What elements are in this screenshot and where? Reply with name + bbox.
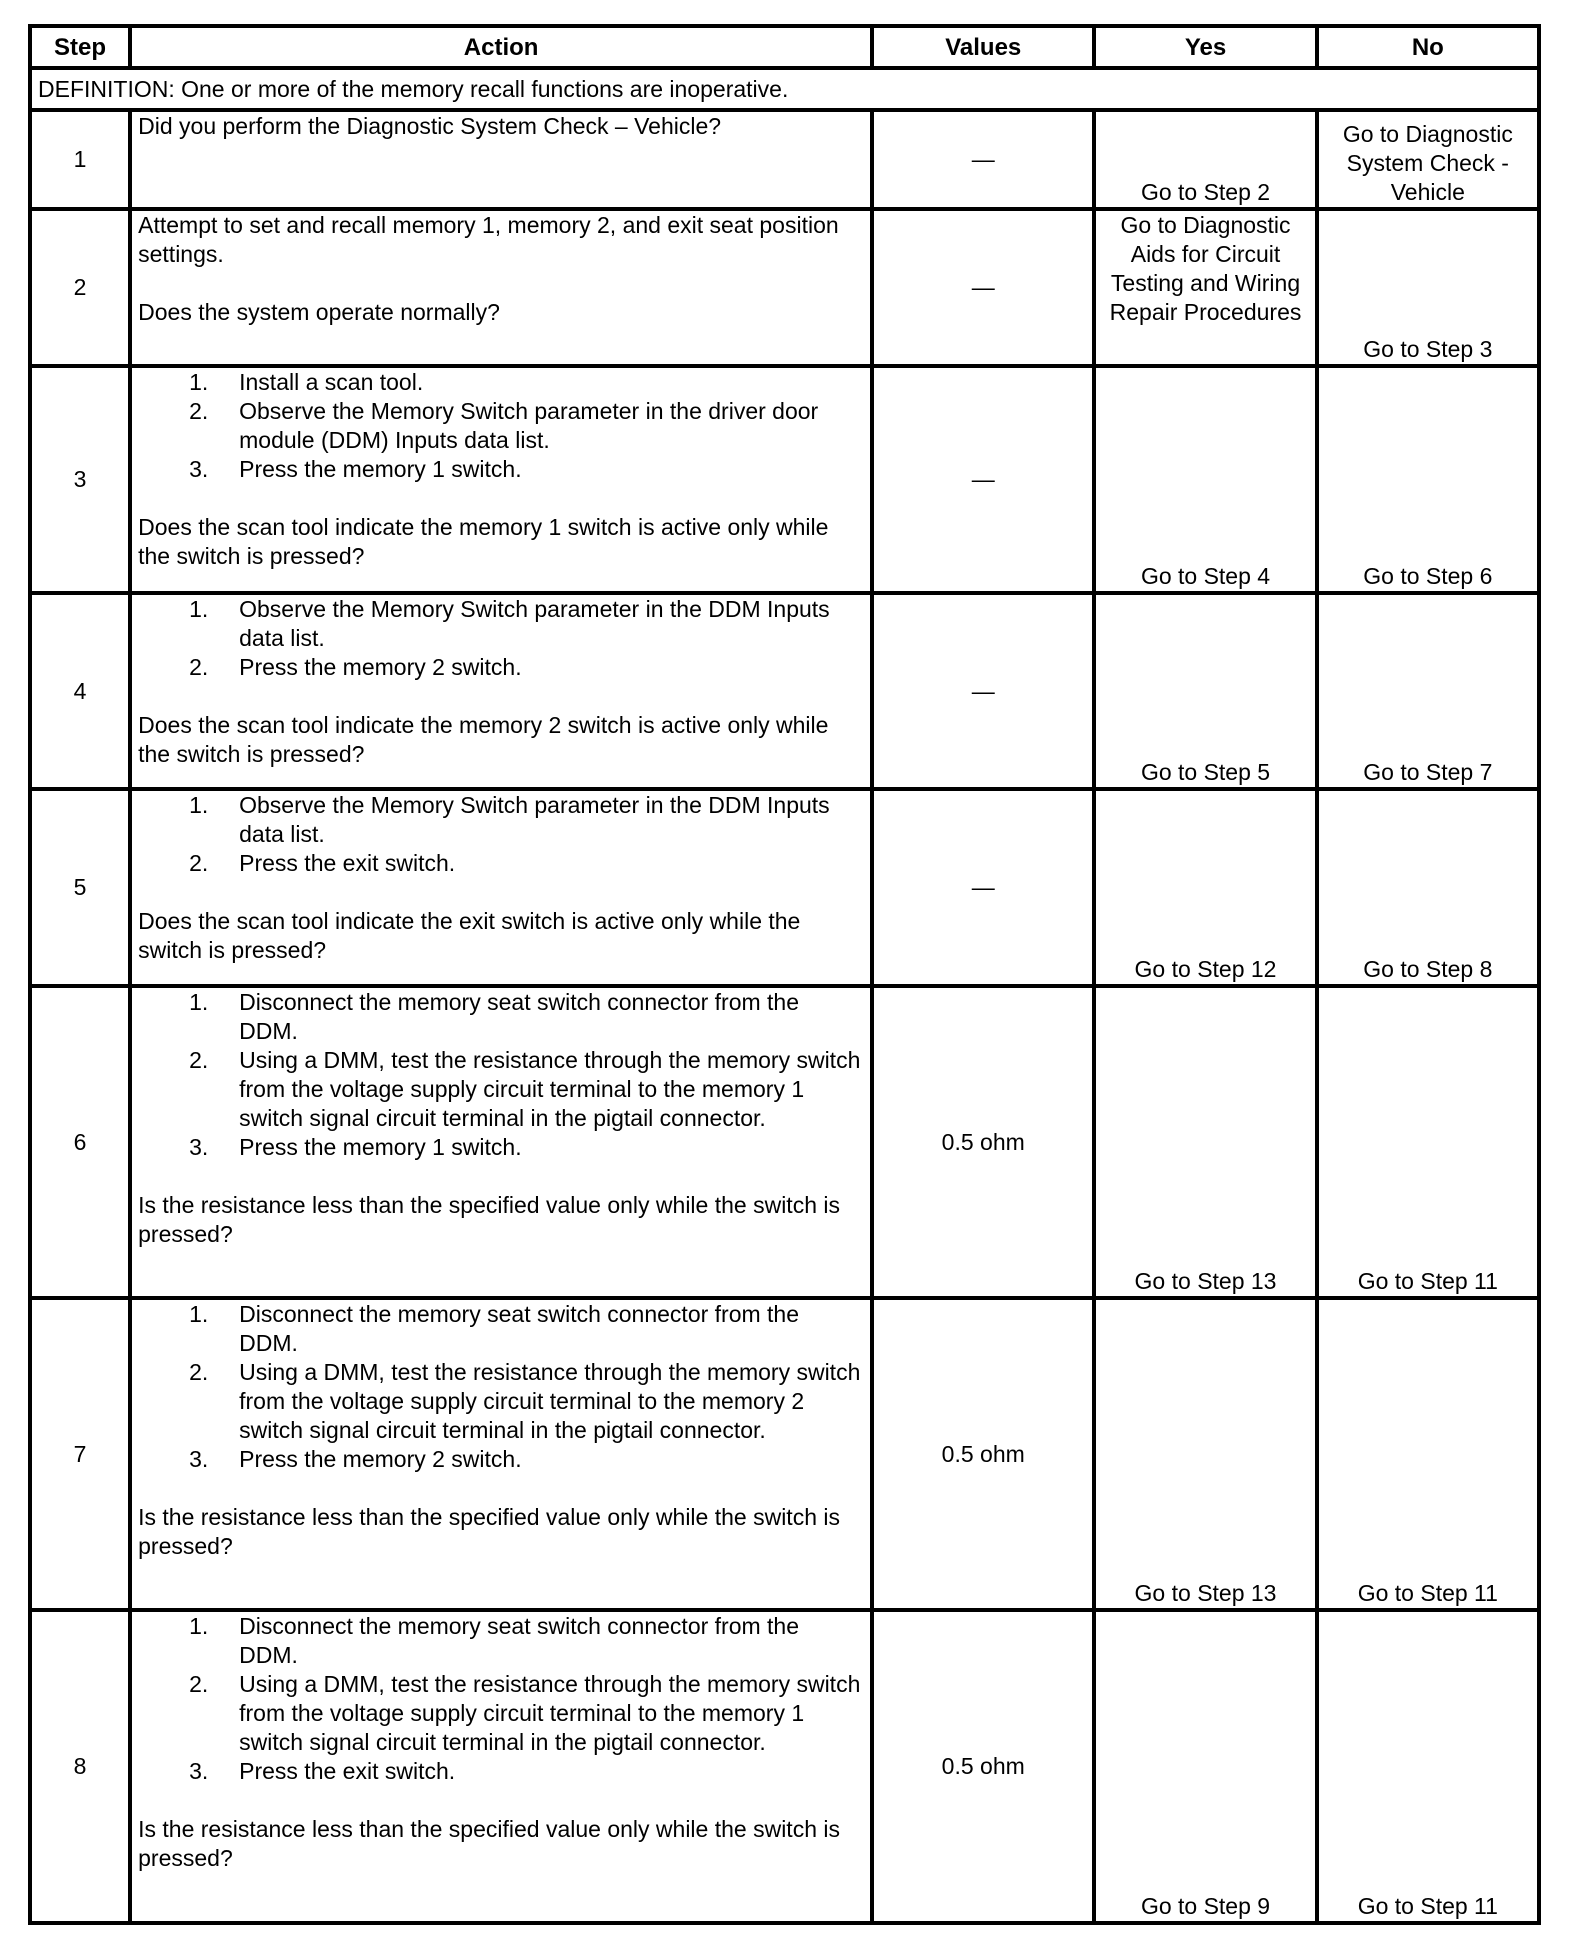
- action-cell: [130, 593, 872, 789]
- definition-row: [30, 68, 1539, 110]
- action-cell: [130, 209, 872, 366]
- action-cell: [130, 1610, 872, 1923]
- action-step-text: Using a DMM, test the resistance through the memory switch from the voltage supply circuit terminal to the memory 1 switch signal circuit terminal in the pigtail connector.: [239, 1671, 861, 1755]
- action-cell: [130, 366, 872, 593]
- action-step-text: Observe the Memory Switch parameter in the DDM Inputs data list.: [239, 596, 830, 651]
- action-step-list: [138, 1612, 864, 1786]
- action-step-text: Press the memory 1 switch.: [239, 456, 522, 482]
- spacer: [138, 269, 864, 298]
- no-cell: Go to Step 11: [1317, 1298, 1539, 1610]
- action-step: [138, 1670, 864, 1757]
- yes-cell: Go to Diagnostic Aids for Circuit Testing and Wiring Repair Procedures: [1094, 209, 1316, 366]
- header-row: [30, 26, 1539, 68]
- action-step: [138, 849, 864, 878]
- diagnostic-table: [28, 24, 1541, 1925]
- action-step-number: 3.: [189, 1446, 209, 1472]
- action-step-number: 2.: [189, 398, 209, 424]
- action-step-number: 2.: [189, 654, 209, 680]
- header-no: No: [1317, 26, 1539, 68]
- no-cell: Go to Step 7: [1317, 593, 1539, 789]
- action-step: [138, 653, 864, 682]
- no-cell: Go to Step 3: [1317, 209, 1539, 366]
- action-step: [138, 791, 864, 849]
- action-step-number: 3.: [189, 1134, 209, 1160]
- step-number: 7: [30, 1298, 130, 1610]
- yes-cell: Go to Step 2: [1094, 110, 1316, 209]
- action-step-number: 1.: [189, 596, 209, 622]
- definition-text: DEFINITION: One or more of the memory recall functions are inoperative.: [30, 68, 1539, 110]
- step-number: 8: [30, 1610, 130, 1923]
- step-number: 4: [30, 593, 130, 789]
- action-step-number: 1.: [189, 1613, 209, 1639]
- action-step-list: [138, 791, 864, 878]
- action-step: [138, 595, 864, 653]
- action-step: [138, 1358, 864, 1445]
- yes-cell: Go to Step 5: [1094, 593, 1316, 789]
- action-step-list: [138, 595, 864, 682]
- action-step-text: Using a DMM, test the resistance through the memory switch from the voltage supply circuit terminal to the memory 1 switch signal circuit terminal in the pigtail connector.: [239, 1047, 861, 1131]
- spacer: [138, 484, 864, 513]
- action-intro: Attempt to set and recall memory 1, memory 2, and exit seat position settings.: [138, 212, 839, 267]
- table-row: [30, 1610, 1539, 1923]
- no-cell: Go to Step 8: [1317, 789, 1539, 986]
- table-row: [30, 789, 1539, 986]
- action-step-number: 3.: [189, 456, 209, 482]
- step-number: 6: [30, 986, 130, 1298]
- table-row: [30, 110, 1539, 209]
- action-step-list: [138, 368, 864, 484]
- no-cell: Go to Step 11: [1317, 1610, 1539, 1923]
- spacer: [138, 1162, 864, 1191]
- action-step-text: Observe the Memory Switch parameter in the driver door module (DDM) Inputs data list.: [239, 398, 819, 453]
- action-step-text: Install a scan tool.: [239, 369, 424, 395]
- action-question: Does the scan tool indicate the exit switch is active only while the switch is pressed?: [138, 908, 801, 963]
- action-question: Does the system operate normally?: [138, 299, 500, 325]
- action-cell: [130, 110, 872, 209]
- action-step: [138, 1300, 864, 1358]
- header-action: Action: [130, 26, 872, 68]
- yes-cell: Go to Step 4: [1094, 366, 1316, 593]
- yes-cell: Go to Step 13: [1094, 1298, 1316, 1610]
- action-step-number: 2.: [189, 1359, 209, 1385]
- action-question: Does the scan tool indicate the memory 1 switch is active only while the switch is pressed?: [138, 514, 829, 569]
- spacer: [138, 682, 864, 711]
- action-question: Does the scan tool indicate the memory 2 switch is active only while the switch is pressed?: [138, 712, 829, 767]
- spacer: [138, 1474, 864, 1503]
- action-cell: [130, 1298, 872, 1610]
- step-number: 3: [30, 366, 130, 593]
- value-cell: —: [872, 593, 1094, 789]
- no-cell: Go to Diagnostic System Check - Vehicle: [1317, 110, 1539, 209]
- action-step-text: Press the exit switch.: [239, 850, 456, 876]
- action-step-text: Press the memory 2 switch.: [239, 1446, 522, 1472]
- header-step: Step: [30, 26, 130, 68]
- action-step: [138, 1612, 864, 1670]
- spacer: [138, 878, 864, 907]
- step-number: 1: [30, 110, 130, 209]
- action-step-number: 1.: [189, 1301, 209, 1327]
- action-step: [138, 455, 864, 484]
- value-cell: —: [872, 366, 1094, 593]
- yes-cell: Go to Step 9: [1094, 1610, 1316, 1923]
- action-step-list: [138, 988, 864, 1162]
- action-step-number: 1.: [189, 792, 209, 818]
- value-cell: 0.5 ohm: [872, 1610, 1094, 1923]
- action-intro: Did you perform the Diagnostic System Check – Vehicle?: [138, 113, 722, 139]
- action-cell: [130, 986, 872, 1298]
- action-step-text: Press the memory 2 switch.: [239, 654, 522, 680]
- action-question: Is the resistance less than the specified value only while the switch is pressed?: [138, 1192, 840, 1247]
- action-step-number: 2.: [189, 850, 209, 876]
- action-step-list: [138, 1300, 864, 1474]
- value-cell: 0.5 ohm: [872, 1298, 1094, 1610]
- action-step-text: Disconnect the memory seat switch connector from the DDM.: [239, 1613, 800, 1668]
- action-step-number: 2.: [189, 1671, 209, 1697]
- action-step-text: Press the exit switch.: [239, 1758, 456, 1784]
- action-cell: [130, 789, 872, 986]
- value-cell: 0.5 ohm: [872, 986, 1094, 1298]
- header-yes: Yes: [1094, 26, 1316, 68]
- table-row: [30, 593, 1539, 789]
- action-step-text: Using a DMM, test the resistance through the memory switch from the voltage supply circuit terminal to the memory 2 switch signal circuit terminal in the pigtail connector.: [239, 1359, 861, 1443]
- yes-cell: Go to Step 12: [1094, 789, 1316, 986]
- action-step: [138, 1445, 864, 1474]
- action-step: [138, 1046, 864, 1133]
- action-step-number: 2.: [189, 1047, 209, 1073]
- action-step-text: Disconnect the memory seat switch connector from the DDM.: [239, 1301, 800, 1356]
- table-row: [30, 209, 1539, 366]
- value-cell: —: [872, 110, 1094, 209]
- action-step-text: Disconnect the memory seat switch connector from the DDM.: [239, 989, 800, 1044]
- step-number: 2: [30, 209, 130, 366]
- step-number: 5: [30, 789, 130, 986]
- no-cell: Go to Step 6: [1317, 366, 1539, 593]
- action-step-number: 1.: [189, 369, 209, 395]
- action-step-number: 1.: [189, 989, 209, 1015]
- table-row: [30, 1298, 1539, 1610]
- no-cell: Go to Step 11: [1317, 986, 1539, 1298]
- table-row: [30, 366, 1539, 593]
- action-step: [138, 1133, 864, 1162]
- header-values: Values: [872, 26, 1094, 68]
- action-step: [138, 368, 864, 397]
- action-step-text: Press the memory 1 switch.: [239, 1134, 522, 1160]
- action-question: Is the resistance less than the specified value only while the switch is pressed?: [138, 1504, 840, 1559]
- spacer: [138, 1786, 864, 1815]
- action-step: [138, 1757, 864, 1786]
- value-cell: —: [872, 789, 1094, 986]
- value-cell: —: [872, 209, 1094, 366]
- yes-cell: Go to Step 13: [1094, 986, 1316, 1298]
- table-row: [30, 986, 1539, 1298]
- action-step-number: 3.: [189, 1758, 209, 1784]
- action-step: [138, 397, 864, 455]
- action-step-text: Observe the Memory Switch parameter in the DDM Inputs data list.: [239, 792, 830, 847]
- action-question: Is the resistance less than the specified value only while the switch is pressed?: [138, 1816, 840, 1871]
- action-step: [138, 988, 864, 1046]
